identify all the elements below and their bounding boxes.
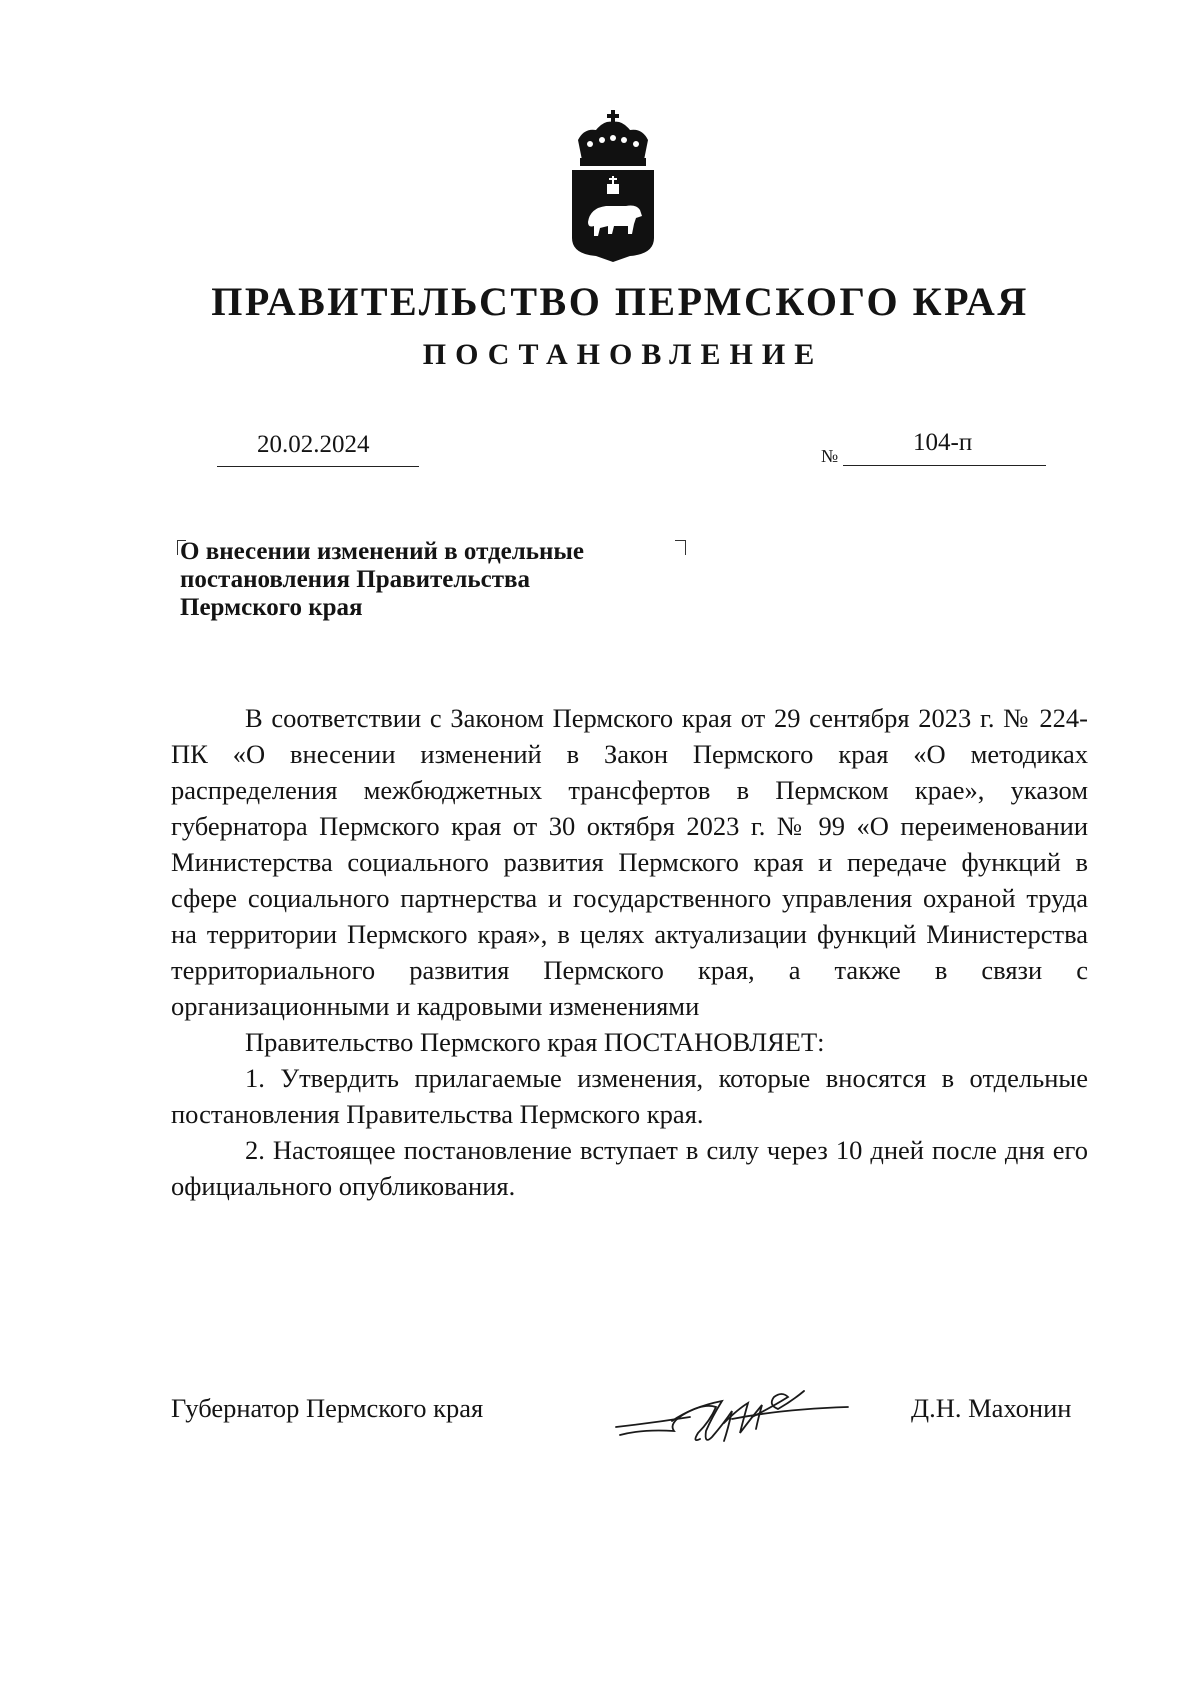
document-date-field	[217, 427, 419, 467]
number-sign: №	[821, 446, 839, 466]
handwritten-signature	[612, 1383, 852, 1453]
document-number: 104-п	[913, 429, 973, 456]
subject-line: постановления Правительства	[180, 566, 530, 593]
coat-of-arms-icon	[570, 110, 656, 262]
document-type-heading: ПОСТАНОВЛЕНИЕ	[422, 338, 824, 371]
resolution-clause: Правительство Пермского края ПОСТАНОВЛЯЕТ:	[245, 1027, 825, 1057]
signatory-name: Д.Н. Махонин	[911, 1393, 1072, 1423]
document-subject	[180, 538, 650, 622]
numbered-item: 1. Утвердить прилагаемые изменения, которые вносятся в отдельные постановления Правительства Пермского края.	[171, 1063, 1088, 1129]
preamble-paragraph: В соответствии с Законом Пермского края от 29 сентября 2023 г. № 224-ПК «О внесении изменений в Закон Пермского края «О методиках распределения межбюджетных трансфертов в Пермском крае», указом губернатора Пермского края от 30 октября 2023 г. № 99 «О переименовании Министерства социального развития Пермского края и передаче функций в сфере социального партнерства и государственного управления охраной труда на территории Пермского края», в целях актуализации функций Министерства территориального развития Пермского края, а также в связи с организационными и кадровыми изменениями	[171, 703, 1088, 1021]
subject-corner-mark-right	[675, 540, 686, 555]
subject-line: Пермского края	[180, 594, 363, 621]
document-date: 20.02.2024	[257, 431, 370, 458]
numbered-item: 2. Настоящее постановление вступает в силу через 10 дней после дня его официального опубликования.	[171, 1135, 1088, 1201]
signatory-position: Губернатор Пермского края	[171, 1393, 484, 1423]
document-body	[171, 700, 1088, 1204]
document-number-field	[843, 425, 1046, 466]
subject-line: О внесении изменений в отдельные	[180, 538, 585, 565]
organization-title: ПРАВИТЕЛЬСТВО ПЕРМСКОГО КРАЯ	[211, 279, 1029, 324]
